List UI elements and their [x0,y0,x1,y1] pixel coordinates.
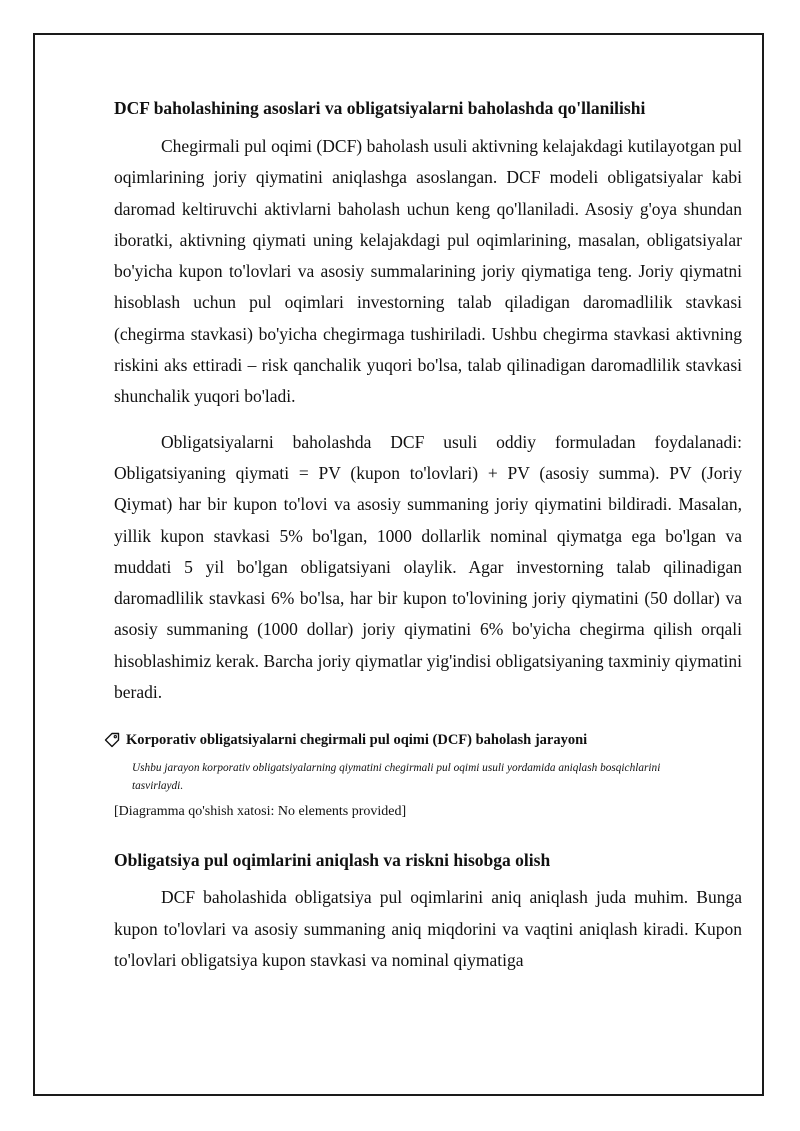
figure-title [104,730,742,750]
paragraph-bond-valuation-example: Obligatsiyalarni baholashda DCF usuli oddiy formuladan foydalanadi: Obligatsiyaning qiymati = PV (kupon to'lovlari) + PV (asosiy summa). PV (Joriy Qiymat) har bir kupon to'lovi va asosiy summaning joriy qiymatini bildiradi. Masalan, yillik kupon stavkasi 5% bo'lgan, 1000 dollarlik nominal qiymatga ega bo'lgan va muddati 5 yil bo'lgan obligatsiyani olaylik. Agar investorning talab qilinadigan daromadlilik stavkasi 6% bo'lsa, har bir kupon to'lovining joriy qiymatini (50 dollar) va asosiy summaning (1000 dollar) joriy qiymatini 6% bo'yicha chegirma qilish orqali hisoblashimiz kerak. Barcha joriy qiymatlar yig'indisi obligatsiyaning taxminiy qiymatini beradi. [114,431,742,703]
document-body [114,96,742,976]
diagram-error-message: [Diagramma qo'shish xatosi: No elements provided] [114,804,407,820]
figure-title-text: Korporativ obligatsiyalarni chegirmali pul oqimi (DCF) baholash jarayoni [126,732,588,749]
tag-icon [104,732,120,748]
paragraph-dcf-definition: Chegirmali pul oqimi (DCF) baholash usuli aktivning kelajakdagi kutilayotgan pul oqimlarining joriy qiymatini aniqlashga asoslangan. DCF modeli obligatsiyalar kabi daromad keltiruvchi aktivlarni baholash uchun keng qo'llaniladi. Asosiy g'oya shundan iboratki, aktivning qiymati uning kelajakdagi pul oqimlarining, masalan, obligatsiyalar bo'yicha kupon to'lovlari va asosiy summalarining joriy qiymatiga teng. Joriy qiymatni hisoblash uchun pul oqimlari investorning talab qiladigan daromadlilik stavkasi (chegirma stavkasi) bo'yicha chegirmaga tushiriladi. Ushbu chegirma stavkasi aktivning riskini aks ettiradi – risk qanchalik yuqori bo'lsa, talab qilinadigan daromadlilik stavkasi shunchalik yuqori bo'ladi. [114,136,742,407]
section-heading-dcf-basics: DCF baholashining asoslari va obligatsiyalarni baholashda qo'llanilishi [114,98,646,118]
section-heading-cash-flows-risk: Obligatsiya pul oqimlarini aniqlash va riskni hisobga olish [114,850,551,871]
figure-block [114,730,742,822]
figure-caption: Ushbu jarayon korporativ obligatsiyalarning qiymatini chegirmali pul oqimi usuli yordamida aniqlash bosqichlarini tasvirlaydi. [132,762,661,792]
paragraph-cash-flows: DCF baholashida obligatsiya pul oqimlarini aniq aniqlash juda muhim. Bunga kupon to'lovlari va asosiy summaning aniq miqdorini va vaqtini aniqlash kiradi. Kupon to'lovlari obligatsiya kupon stavkasi va nominal qiymatiga [114,887,742,970]
